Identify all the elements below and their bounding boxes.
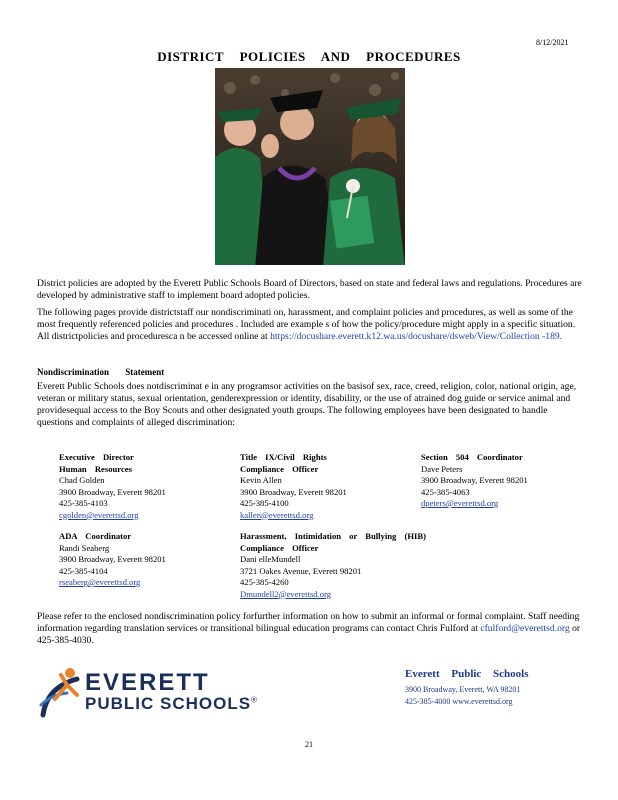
district-contact: 425-385-4000 www.everettsd.org — [405, 697, 513, 706]
contact-name: Kevin Allen — [240, 475, 282, 485]
contact-card — [240, 531, 520, 600]
closing-tail: or 425-385-4030. — [37, 623, 581, 646]
closing-text: Please refer to the enclosed nondiscrimination policy forfurther information on how to submit an informal or formal complaint. Staff needing information regarding translation services or transitional bilingual education programs can contact Chris Fulford at — [37, 611, 580, 634]
contact-title-line2: Compliance Officer — [240, 463, 319, 474]
contact-address: 3900 Broadway, Everett 98201 — [421, 475, 528, 485]
contact-name: Randi Seaberg — [59, 542, 110, 553]
contact-phone: 425-385-4104 — [59, 565, 108, 576]
contact-card — [240, 452, 410, 521]
district-address: 3900 Broadway, Everett, WA 98201 — [405, 685, 521, 694]
intro-paragraph-2 — [37, 307, 582, 343]
registered-mark: ® — [251, 695, 258, 705]
contact-address: 3900 Broadway, Everett 98201 — [240, 486, 347, 497]
nondiscrimination-heading: Nondiscrimination Statement — [37, 367, 165, 377]
contact-email-link[interactable]: dpeters@everettsd.org — [421, 498, 499, 508]
contact-address: 3900 Broadway, Everett 98201 — [59, 554, 166, 564]
intro-paragraph-2-text: The following pages provide districtstaff our nondiscriminati on, harassment, and complaint policies and procedures, as well as some of the most frequently referenced policies and procedures . Included are example s of how the policy/procedure might apply in a specific situation. All districtpolicies and proceduresca n be accessed online at — [37, 307, 576, 342]
page-number: 21 — [305, 740, 313, 749]
contact-card — [421, 452, 591, 510]
contact-address: 3721 Oakes Avenue, Everett 98201 — [240, 565, 362, 576]
district-address-block — [405, 668, 529, 708]
contact-card — [59, 452, 229, 521]
contact-title: ADA Coordinator — [59, 531, 132, 541]
fulford-email-link[interactable]: cfulford@everettsd.org — [480, 623, 570, 634]
contact-title: Executive Director — [59, 452, 134, 462]
closing-paragraph — [37, 611, 582, 647]
contact-phone: 425-385-4063 — [421, 486, 470, 497]
district-name: Everett Public Schools — [405, 668, 529, 680]
contact-name: Dani elleMundell — [240, 554, 301, 564]
contact-phone: 425-385-4260 — [240, 577, 289, 587]
graduation-photo — [215, 68, 405, 265]
contact-email-link[interactable]: Dmundell2@everettsd.org — [240, 588, 332, 599]
contact-title-line2: Human Resources — [59, 463, 132, 474]
page-title: DISTRICT POLICIES AND PROCEDURES — [157, 49, 461, 64]
logo-text: PUBLIC SCHOOLS — [85, 694, 252, 713]
contact-title-line2: Compliance Officer — [240, 542, 319, 553]
contact-email-link[interactable]: rseaberg@everettsd.org — [59, 577, 141, 587]
contact-title: Section 504 Coordinator — [421, 452, 523, 462]
graduation-photo-illustration — [215, 68, 405, 265]
contact-name: Dave Peters — [421, 463, 463, 474]
district-logo — [37, 665, 267, 725]
document-date: 8/12/2021 — [536, 38, 569, 47]
contact-email-link[interactable]: kallen@everettsd.org — [240, 509, 314, 520]
contact-card — [59, 531, 229, 589]
logo-text-line2 — [85, 694, 258, 714]
contact-phone: 425-385-4100 — [240, 498, 289, 508]
policies-link[interactable]: https://docushare.everett.k12.wa.us/docushare/dsweb/View/Collection -189. — [270, 331, 563, 342]
intro-paragraph-1: District policies are adopted by the Everett Public Schools Board of Directors, based on state and federal laws and regulations. Procedures are developed by administrative staff to implement board adopted policies. — [37, 278, 582, 301]
contact-title: Harassment, Intimidation or Bullying (HIB) — [240, 531, 426, 541]
contact-phone: 425-385-4103 — [59, 498, 108, 508]
nondiscrimination-body: Everett Public Schools does notdiscriminat e in any programsor activities on the basisof sex, race, creed, religion, color, national origin, age, veteran or military status, sexual orientation, genderexpression or identity, disability, or the use of atrained dog guide or service animal and providesequal access to the Boy Scouts and other designated youth groups. The following employees have been designated to handle questions and complaints of alleged discrimination: — [37, 381, 577, 428]
logo-text-line1: EVERETT — [85, 669, 210, 696]
logo-swoosh-icon — [37, 665, 85, 725]
contact-name: Chad Golden — [59, 475, 105, 485]
contact-email-link[interactable]: cgolden@everettsd.org — [59, 509, 139, 520]
contact-address: 3900 Broadway, Everett 98201 — [59, 486, 166, 497]
contact-title: Title IX/Civil Rights — [240, 452, 327, 462]
